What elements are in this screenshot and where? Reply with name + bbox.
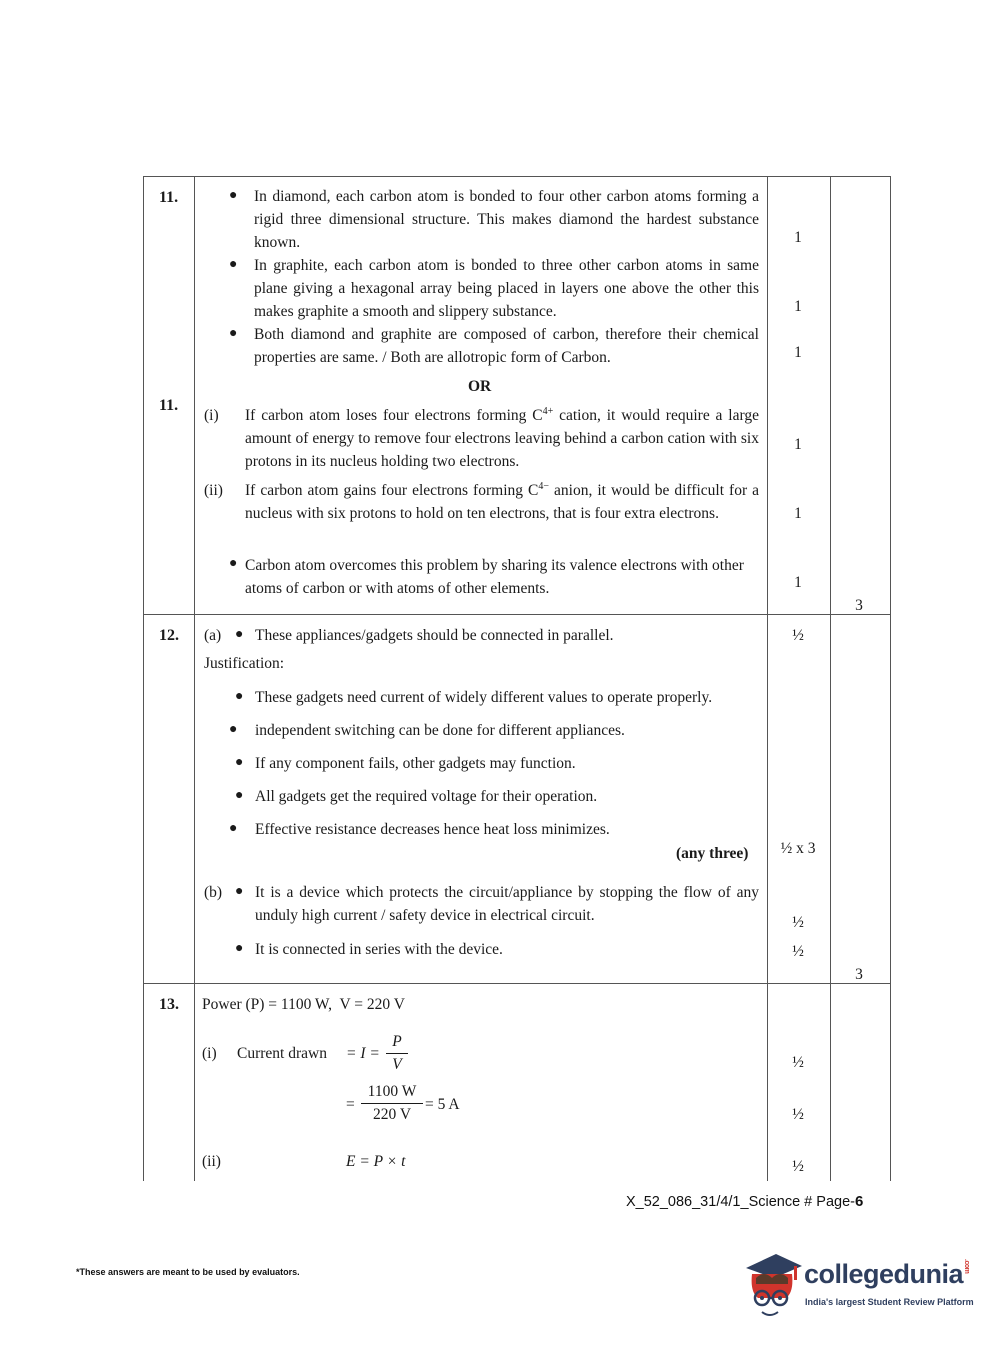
q13-part-ii-label: (ii) — [202, 1153, 221, 1170]
bullet-icon: ● — [229, 821, 238, 836]
q12-total-marks: 3 — [855, 966, 863, 983]
justification-item-1: These gadgets need current of widely different values to operate properly. — [255, 689, 713, 706]
fraction-numerator: P — [386, 1031, 408, 1054]
q13-part-i-text: Current drawn — [237, 1045, 327, 1062]
q12-part-a-label: (a) — [204, 627, 222, 644]
q11-bullet-2: In graphite, each carbon atom is bonded to three other carbon atoms in same plane giving a hexagonal array being placed in layers one above the other this makes graphite a smooth and slippery substance. — [254, 257, 759, 320]
q13-eq2-prefix: = — [346, 1096, 355, 1113]
column-divider-2 — [767, 177, 768, 1181]
q13-mark-1: ½ — [792, 1054, 804, 1071]
q11-alt-part-i-text: If carbon atom loses four electrons forming $C^{4+}$ cation, it would require a large amount of energy to remove four electrons leaving behind a carbon cation with six protons in its nucleus holding two electrons. — [245, 405, 760, 470]
q13-given: Power (P) = 1100 W, V = 220 V — [202, 996, 405, 1013]
fraction-numerator: 1100 W — [361, 1081, 423, 1104]
bullet-icon: ● — [235, 884, 244, 899]
page-footer-code: X_52_086_31/4/1_Science # Page-6 — [626, 1193, 864, 1210]
bullet-icon: ● — [235, 689, 244, 704]
any-three-label: (any three) — [676, 845, 749, 862]
q12-part-b-item-1: It is a device which protects the circuit/appliance by stopping the flow of any unduly high current / safety device in electrical circuit. — [255, 884, 759, 924]
q13-mark-3: ½ — [792, 1158, 804, 1175]
bullet-icon: ● — [235, 788, 244, 803]
q11-alt-part-ii-label: (ii) — [204, 482, 223, 499]
row-divider-12-13 — [144, 983, 890, 984]
question-number-11: 11. — [159, 189, 179, 206]
justification-item-3: If any component fails, other gadgets may function. — [255, 755, 576, 772]
q11-alt-mark-i: 1 — [794, 436, 802, 453]
q12-part-a-mark: ½ — [792, 627, 804, 644]
column-divider-1 — [194, 177, 195, 1181]
q13-fraction-p-over-v — [386, 1031, 408, 1076]
q11-alt-bullet-mark: 1 — [794, 574, 802, 591]
q11-alt-part-ii-text: If carbon atom gains four electrons forming $C^{4-}$ anion, it would be difficult for a nucleus with six protons to hold on ten electrons, that is four extra electrons. — [245, 480, 760, 522]
or-label: OR — [468, 378, 492, 395]
justification-item-4: All gadgets get the required voltage for their operation. — [255, 788, 598, 805]
q11-total-marks: 3 — [855, 597, 863, 614]
q13-eq2-result: = 5 A — [425, 1096, 460, 1113]
bullet-icon: ● — [229, 257, 238, 272]
q13-part-ii-equation: E = P × t — [346, 1153, 406, 1170]
q12-part-b-mark-2: ½ — [792, 943, 804, 960]
bullet-icon: ● — [235, 627, 244, 642]
q12-part-b-mark-1: ½ — [792, 914, 804, 931]
q11-bullet-1: In diamond, each carbon atom is bonded to four other carbon atoms forming a rigid three dimensional structure. This makes diamond the hardest substance known. — [254, 188, 759, 251]
q13-part-i-label: (i) — [202, 1045, 217, 1062]
q11-mark-3: 1 — [794, 344, 802, 361]
question-number-13: 13. — [159, 996, 179, 1013]
bullet-icon: ● — [235, 941, 244, 956]
q11-alt-part-i-label: (i) — [204, 407, 219, 424]
column-divider-3 — [830, 177, 831, 1181]
fraction-denominator: 220 V — [372, 1106, 412, 1123]
collegedunia-mascot-icon — [742, 1248, 804, 1318]
evaluator-note: *These answers are meant to be used by evaluators. — [76, 1267, 300, 1277]
any-three-mark: ½ x 3 — [780, 840, 816, 857]
q11-bullet-3: Both diamond and graphite are composed of carbon, therefore their chemical properties are same. / Both are allotropic form of Carbon. — [254, 326, 759, 366]
q13-mark-2: ½ — [792, 1106, 804, 1123]
row-divider-11-12 — [144, 614, 890, 615]
bullet-icon: ● — [229, 722, 238, 737]
bullet-icon: ● — [235, 755, 244, 770]
q11-mark-2: 1 — [794, 298, 802, 315]
q11-alt-bullet: Carbon atom overcomes this problem by sharing its valence electrons with other atoms of carbon or with atoms of other elements. — [245, 557, 744, 597]
q11-alt-mark-ii: 1 — [794, 505, 802, 522]
q13-fraction-1100-over-220 — [361, 1081, 423, 1126]
question-number-12: 12. — [159, 627, 179, 644]
q13-eq-prefix: = I = — [346, 1045, 380, 1062]
justification-label: Justification: — [204, 655, 285, 672]
q12-part-b-label: (b) — [204, 884, 223, 901]
logo-suffix: .com — [963, 1259, 971, 1274]
fraction-denominator: V — [392, 1056, 402, 1073]
q12-part-b-item-2: It is connected in series with the device. — [255, 941, 503, 958]
collegedunia-logo-text: collegedunia.com — [804, 1259, 971, 1289]
q11-mark-1: 1 — [794, 229, 802, 246]
justification-item-5: Effective resistance decreases hence heat loss minimizes. — [255, 821, 610, 838]
q12-part-a-text: These appliances/gadgets should be connected in parallel. — [255, 627, 614, 644]
question-number-11-alt: 11. — [159, 397, 179, 414]
bullet-icon: ● — [229, 556, 238, 571]
page-number: 6 — [854, 1193, 864, 1210]
collegedunia-tagline: India's largest Student Review Platform — [805, 1297, 974, 1307]
bullet-icon: ● — [229, 188, 238, 203]
bullet-icon: ● — [229, 326, 238, 341]
justification-item-2: independent switching can be done for different appliances. — [255, 722, 625, 739]
